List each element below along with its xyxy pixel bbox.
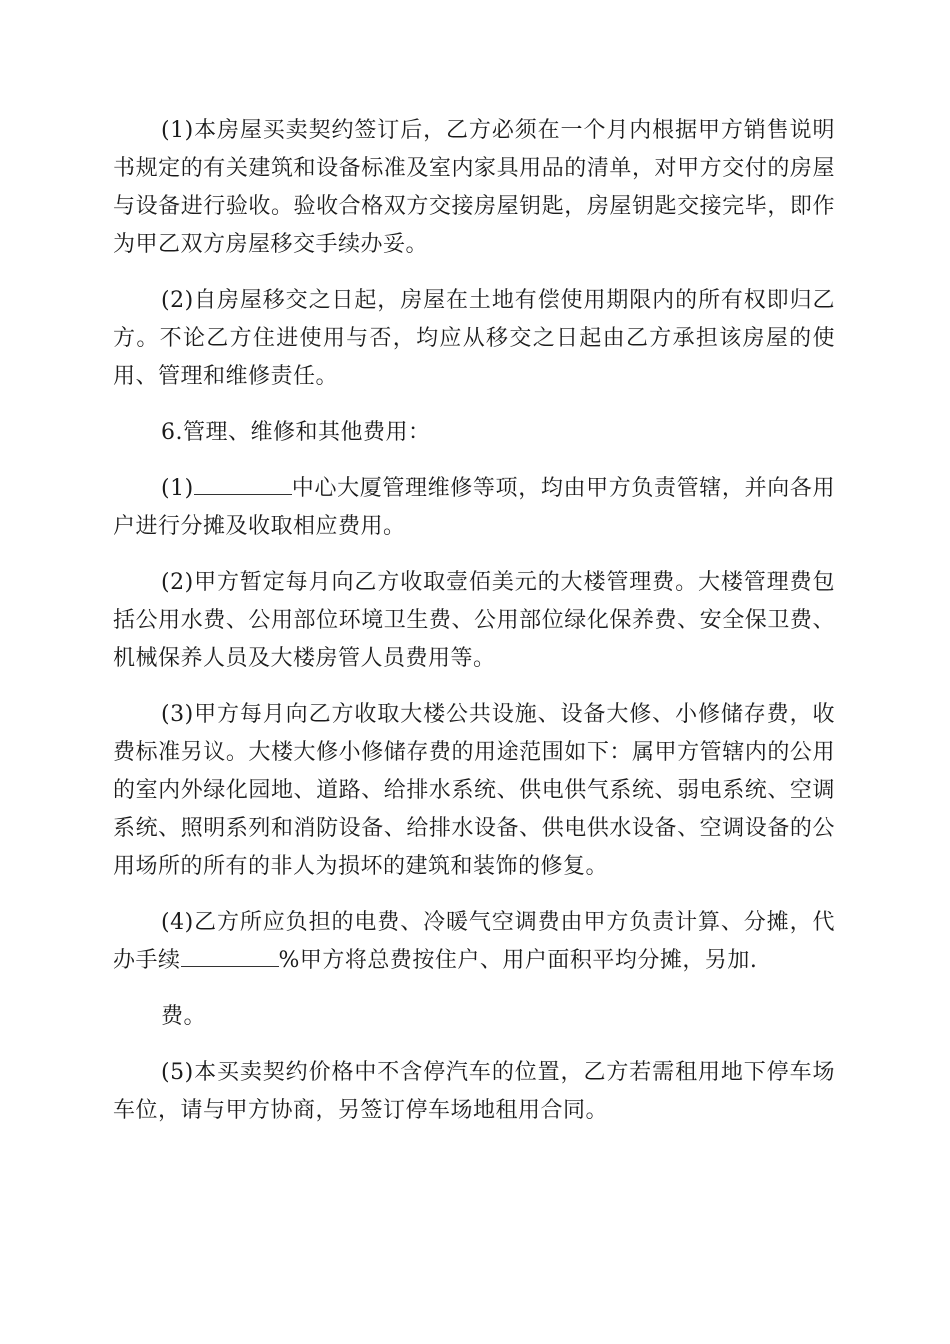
- document-page: [113, 112, 835, 1148]
- paragraph-parking: (5)本买卖契约价格中不含停汽车的位置，乙方若需租用地下停车场车位，请与甲方协商，另签订停车场地租用合同。: [113, 1060, 835, 1123]
- fill-blank: [194, 474, 292, 495]
- paragraph-suffix: %甲方将总费按住户、用户面积平均分摊，另加.: [278, 948, 758, 973]
- paragraph-prefix: (4)乙方所应负担的电费、冷暖气空调费由甲方负责计算、分摊，代办手续: [113, 910, 835, 973]
- paragraph-ownership: (2)自房屋移交之日起，房屋在土地有偿使用期限内的所有权即归乙方。不论乙方住进使用与否，均应从移交之日起由乙方承担该房屋的使用、管理和维修责任。: [113, 288, 835, 389]
- section-heading-fees: 6.管理、维修和其他费用：: [161, 420, 431, 445]
- paragraph-repair-fund: (3)甲方每月向乙方收取大楼公共设施、设备大修、小修储存费，收费标准另议。大楼大修小修储存费的用途范围如下：属甲方管辖内的公用的室内外绿化园地、道路、给排水系统、供电供气系统、弱电系统、空调系统、照明系列和消防设备、给排水设备、供电供水设备、空调设备的公用场所的所有的非人为损坏的建筑和装饰的修复。: [113, 702, 835, 879]
- paragraph-management: [113, 470, 835, 546]
- paragraph-suffix: 中心大厦管理维修等项，均由甲方负责管辖，并向各用户进行分摊及收取相应费用。: [113, 476, 835, 539]
- paragraph-utilities: [113, 904, 835, 980]
- paragraph-prefix: (1): [161, 476, 194, 501]
- paragraph-fee-end: 费。: [161, 1004, 207, 1029]
- paragraph-handover: (1)本房屋买卖契约签订后，乙方必须在一个月内根据甲方销售说明书规定的有关建筑和设备标准及室内家具用品的清单，对甲方交付的房屋与设备进行验收。验收合格双方交接房屋钥匙，房屋钥匙交接完毕，即作为甲乙双方房屋移交手续办妥。: [113, 118, 835, 257]
- paragraph-management-fee: (2)甲方暂定每月向乙方收取壹佰美元的大楼管理费。大楼管理费包括公用水费、公用部位环境卫生费、公用部位绿化保养费、安全保卫费、机械保养人员及大楼房管人员费用等。: [113, 570, 835, 671]
- fill-blank: [181, 946, 279, 967]
